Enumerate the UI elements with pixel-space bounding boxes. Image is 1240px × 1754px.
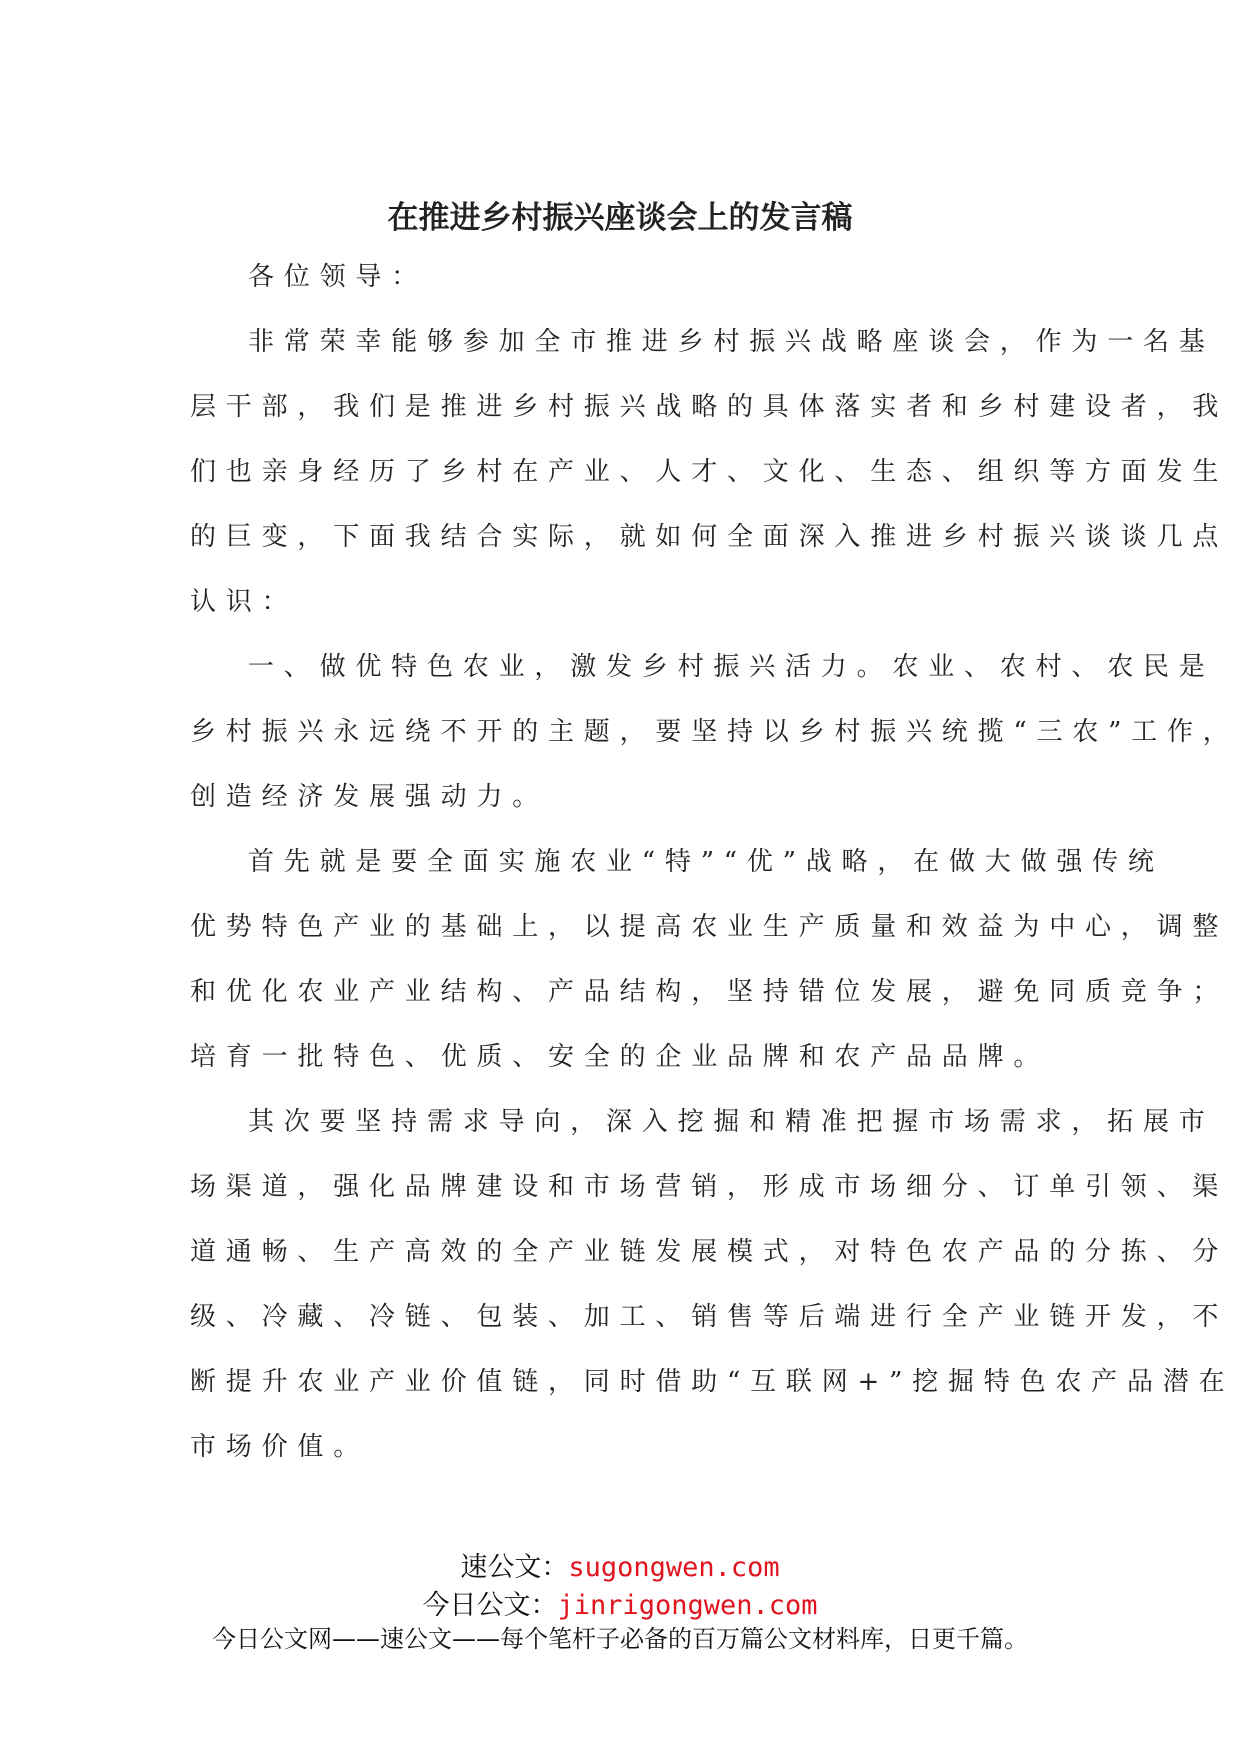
footer-sugongwen: [0, 1545, 1240, 1584]
footer-slogan: 今日公文网——速公文——每个笔杆子必备的百万篇公文材料库，日更千篇。: [212, 1625, 1028, 1653]
body-text-line: 们也亲身经历了乡村在产业、人才、文化、生态、组织等方面发生: [190, 457, 1229, 487]
footer-link-sugongwen[interactable]: sugongwen.com: [568, 1552, 780, 1583]
body-text-line: 乡村振兴永远绕不开的主题，要坚持以乡村振兴统揽“三农”工作，: [190, 717, 1239, 747]
body-text-line: 培育一批特色、优质、安全的企业品牌和农产品品牌。: [190, 1042, 1050, 1072]
body-text-line: 级、冷藏、冷链、包装、加工、销售等后端进行全产业链开发，不: [190, 1302, 1229, 1332]
body-text-line: 优势特色产业的基础上，以提高农业生产质量和效益为中心，调整: [190, 912, 1229, 942]
body-text-line: 创造经济发展强动力。: [190, 782, 549, 812]
document-title: 在推进乡村振兴座谈会上的发言稿: [387, 200, 853, 236]
body-text-line: 层干部，我们是推进乡村振兴战略的具体落实者和乡村建设者，我: [190, 392, 1229, 422]
footer-label: 今日公文：: [422, 1590, 558, 1621]
footer-jinrigongwen: [0, 1583, 1240, 1622]
body-text-line: 认识：: [190, 587, 298, 617]
body-text-line: 各位领导：: [248, 262, 428, 292]
body-text-line: 一、做优特色农业，激发乡村振兴活力。农业、农村、农民是: [248, 652, 1215, 682]
body-text-line: 的巨变，下面我结合实际，就如何全面深入推进乡村振兴谈谈几点: [190, 522, 1229, 552]
body-text-line: 首先就是要全面实施农业“特”“优”战略，在做大做强传统: [248, 847, 1164, 877]
body-text-line: 其次要坚持需求导向，深入挖掘和精准把握市场需求，拓展市: [248, 1107, 1215, 1137]
footer-label: 速公文：: [460, 1552, 569, 1583]
footer-link-jinrigongwen[interactable]: jinrigongwen.com: [557, 1590, 818, 1621]
body-text-line: 非常荣幸能够参加全市推进乡村振兴战略座谈会，作为一名基: [248, 327, 1215, 357]
body-text-line: 市场价值。: [190, 1432, 370, 1462]
body-text-line: 道通畅、生产高效的全产业链发展模式，对特色农产品的分拣、分: [190, 1237, 1229, 1267]
body-text-line: 和优化农业产业结构、产品结构，坚持错位发展，避免同质竞争；: [190, 977, 1229, 1007]
body-text-line: 断提升农业产业价值链，同时借助“互联网+”挖掘特色农产品潜在: [190, 1367, 1235, 1397]
body-text-line: 场渠道，强化品牌建设和市场营销，形成市场细分、订单引领、渠: [190, 1172, 1229, 1202]
